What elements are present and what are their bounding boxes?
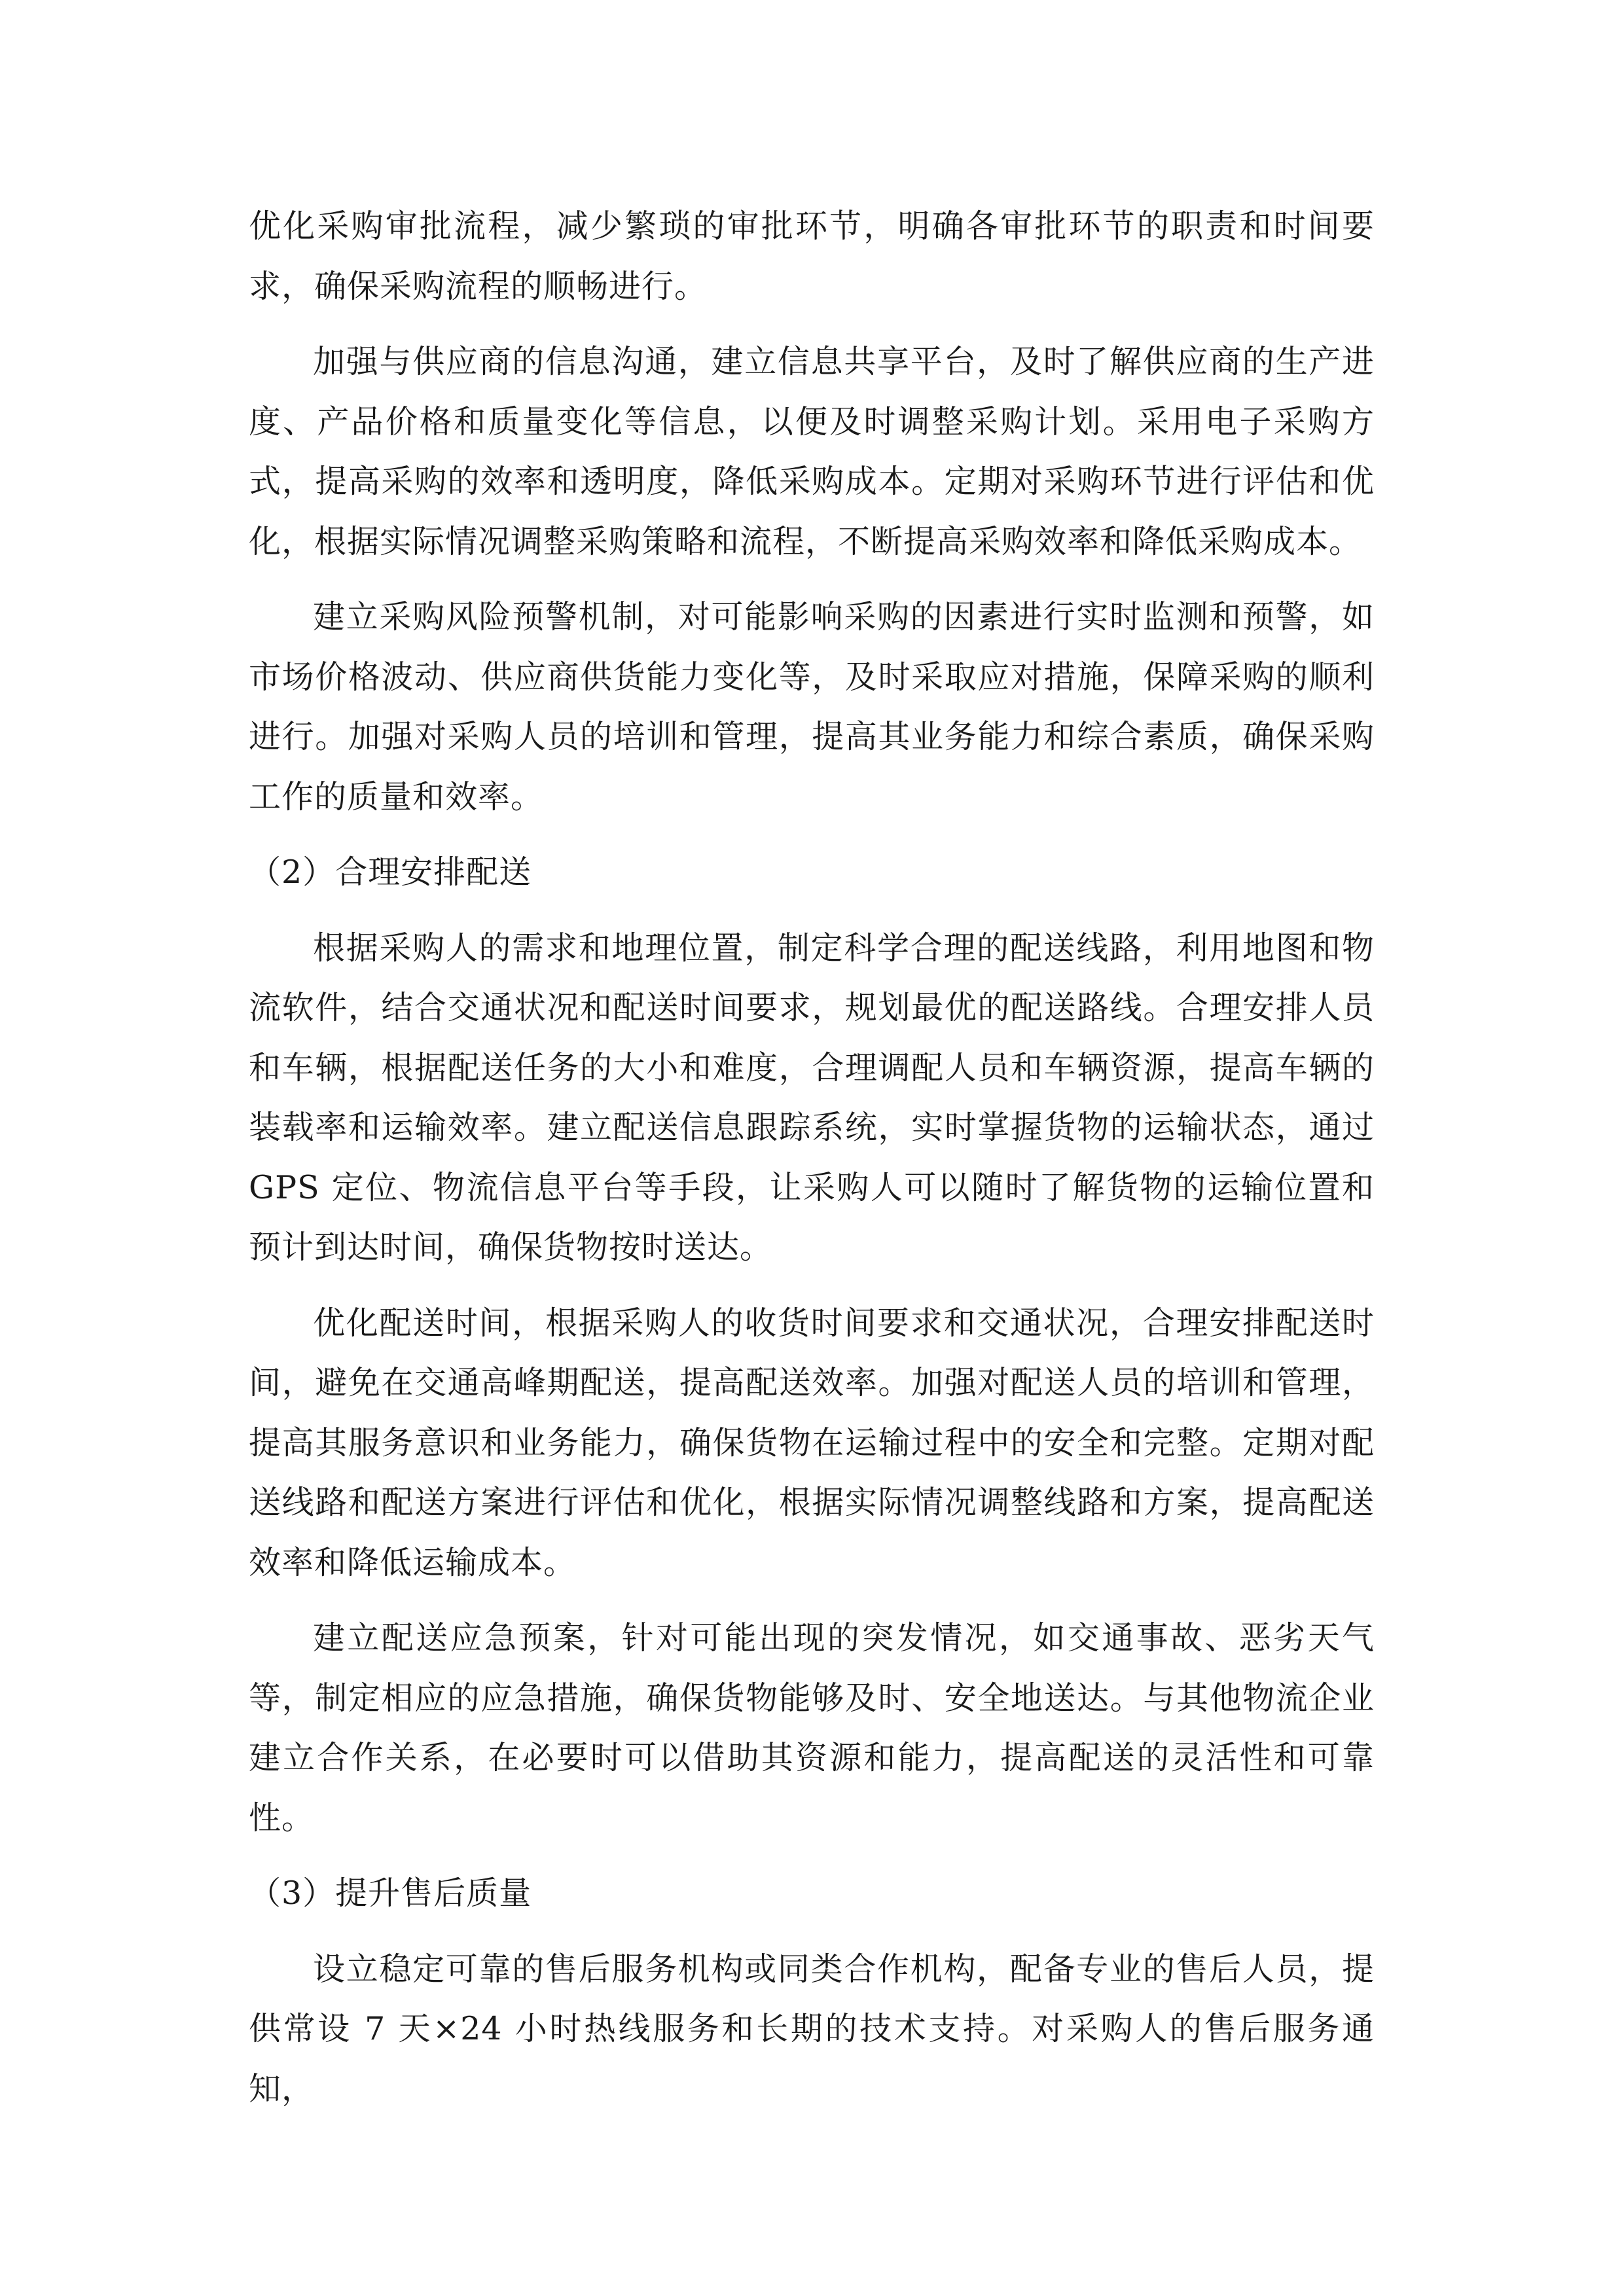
paragraph-risk-warning: 建立采购风险预警机制，对可能影响采购的因素进行实时监测和预警，如市场价格波动、供应商供货能力变化等，及时采取应对措施，保障采购的顺利进行。加强对采购人员的培训和管理，提高其业务能力和综合素质，确保采购工作的质量和效率。 bbox=[249, 598, 1375, 816]
paragraph-delivery-time: 优化配送时间，根据采购人的收货时间要求和交通状况，合理安排配送时间，避免在交通高峰期配送，提高配送效率。加强对配送人员的培训和管理，提高其服务意识和业务能力，确保货物在运输过程中的安全和完整。定期对配送线路和配送方案进行评估和优化，根据实际情况调整线路和方案，提高配送效率和降低运输成本。 bbox=[249, 1304, 1375, 1581]
paragraph-supplier-communication: 加强与供应商的信息沟通，建立信息共享平台，及时了解供应商的生产进度、产品价格和质量变化等信息，以便及时调整采购计划。采用电子采购方式，提高采购的效率和透明度，降低采购成本。定期对采购环节进行评估和优化，根据实际情况调整采购策略和流程，不断提高采购效率和降低采购成本。 bbox=[249, 343, 1375, 560]
section-heading-delivery: （2）合理安排配送 bbox=[249, 853, 532, 891]
paragraph-after-sales-service: 设立稳定可靠的售后服务机构或同类合作机构，配备专业的售后人员，提供常设 7 天×24 小时热线服务和长期的技术支持。对采购人的售后服务通知， bbox=[249, 1950, 1375, 2108]
paragraph-delivery-emergency: 建立配送应急预案，针对可能出现的突发情况，如交通事故、恶劣天气等，制定相应的应急措施，确保货物能够及时、安全地送达。与其他物流企业建立合作关系，在必要时可以借助其资源和能力，提高配送的灵活性和可靠性。 bbox=[249, 1619, 1375, 1837]
paragraph-delivery-routes: 根据采购人的需求和地理位置，制定科学合理的配送线路，利用地图和物流软件，结合交通状况和配送时间要求，规划最优的配送路线。合理安排人员和车辆，根据配送任务的大小和难度，合理调配人员和车辆资源，提高车辆的装载率和运输效率。建立配送信息跟踪系统，实时掌握货物的运输状态，通过 GPS 定位、物流信息平台等手段，让采购人可以随时了解货物的运输位置和预计到达时间，确保货物按时送达。 bbox=[249, 929, 1375, 1266]
paragraph-approval-process: 优化采购审批流程，减少繁琐的审批环节，明确各审批环节的职责和时间要求，确保采购流程的顺畅进行。 bbox=[249, 207, 1375, 305]
document-body bbox=[249, 196, 1375, 2134]
section-heading-after-sales: （3）提升售后质量 bbox=[249, 1874, 532, 1912]
